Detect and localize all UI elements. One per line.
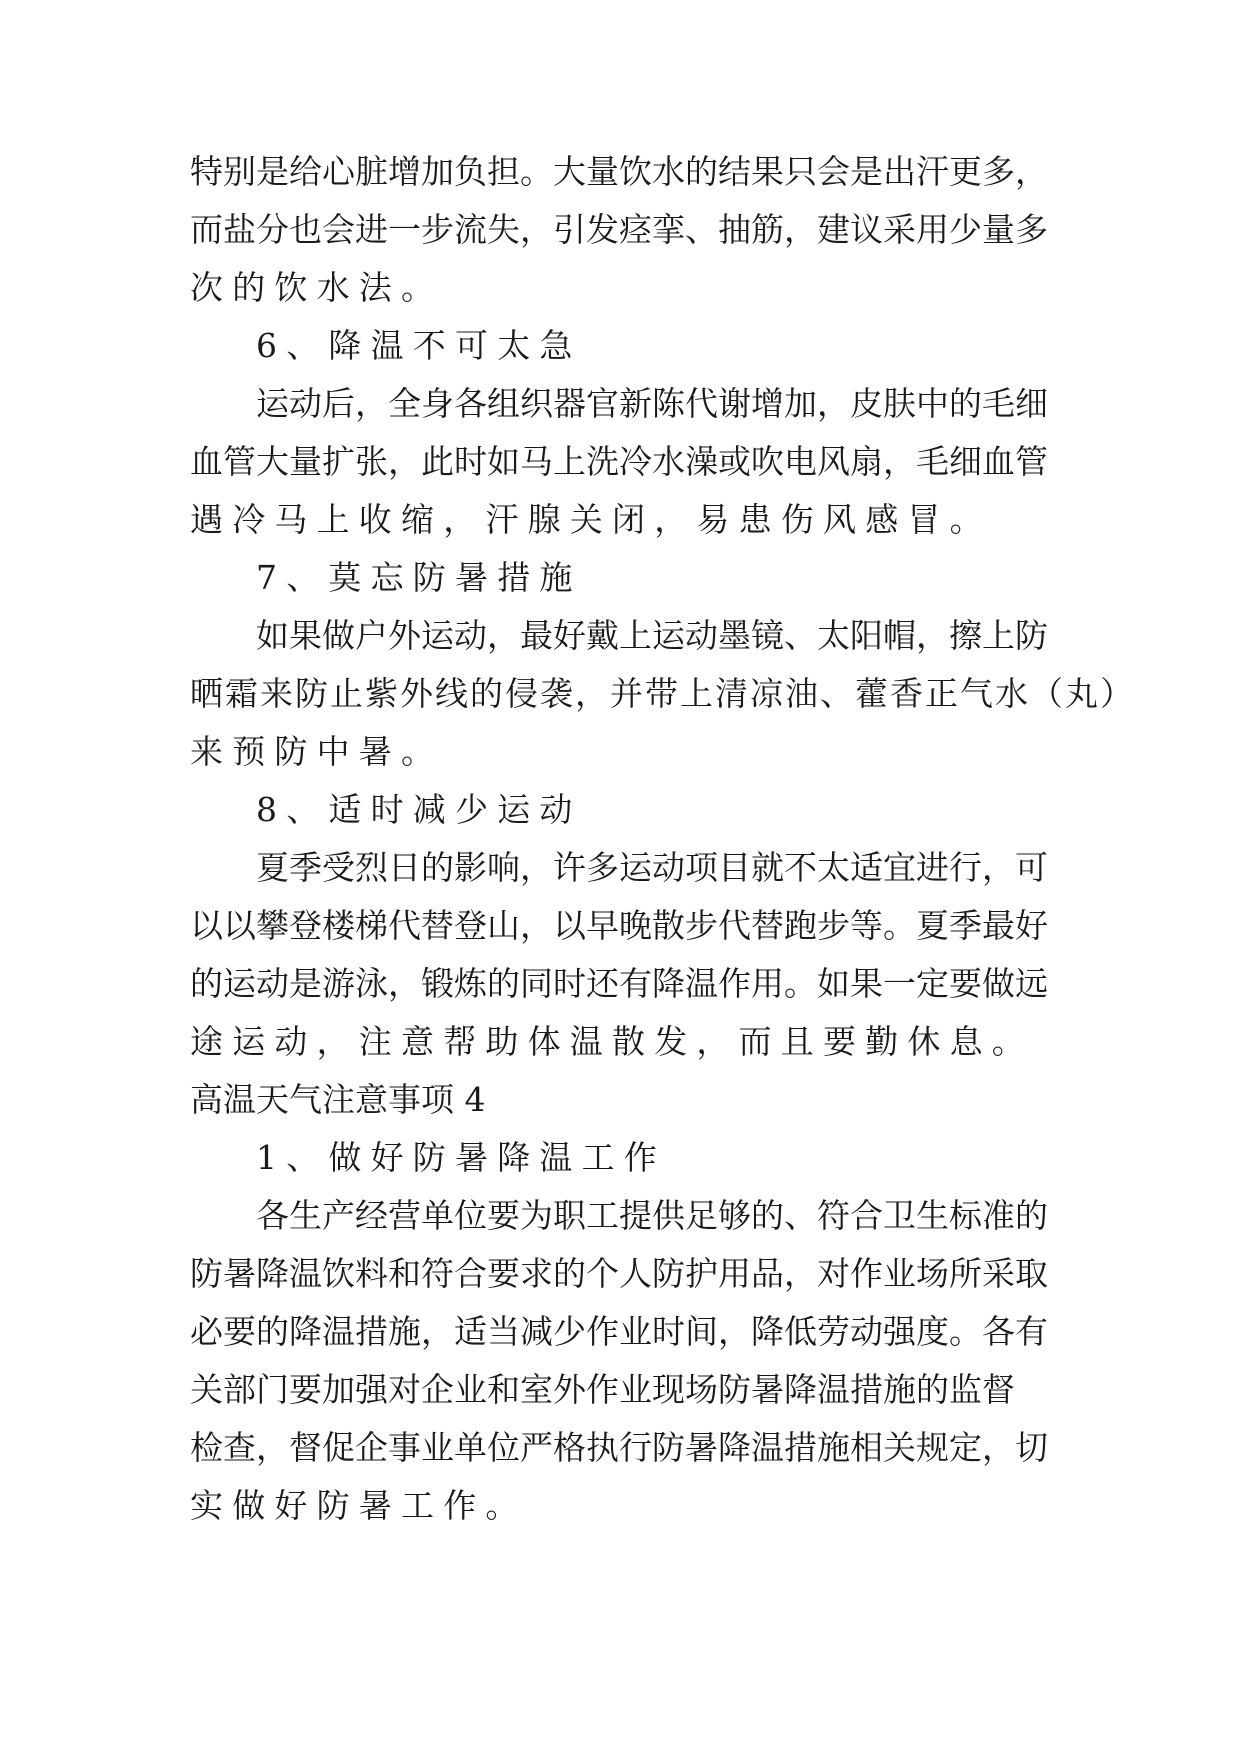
body-text-line: 特别是给心脏增加负担。大量饮水的结果只会是出汗更多， [190, 152, 1048, 191]
body-text-line: 次的饮水法。 [190, 268, 444, 307]
body-text-line: 防暑降温饮料和符合要求的个人防护用品，对作业场所采取 [190, 1254, 1048, 1293]
body-text-line: 各生产经营单位要为职工提供足够的、符合卫生标准的 [256, 1196, 1048, 1235]
body-text-line: 来预防中暑。 [190, 732, 444, 771]
section-heading: 8、适时减少运动 [256, 790, 582, 829]
body-text-line: 必要的降温措施，适当减少作业时间，降低劳动强度。各有 [190, 1312, 1048, 1351]
section-heading: 1、做好防暑降温工作 [256, 1138, 666, 1177]
body-text-line: 而盐分也会进一步流失，引发痉挛、抽筋，建议采用少量多 [190, 210, 1048, 249]
body-text-line: 晒霜来防止紫外线的侵袭，并带上清凉油、藿香正气水（丸） [190, 674, 1135, 713]
body-text-line: 实做好防暑工作。 [190, 1486, 528, 1525]
body-text-line: 运动后，全身各组织器官新陈代谢增加，皮肤中的毛细 [256, 384, 1048, 423]
body-text-line: 如果做户外运动，最好戴上运动墨镜、太阳帽，擦上防 [256, 616, 1048, 655]
body-text-line: 以以攀登楼梯代替登山，以早晚散步代替跑步等。夏季最好 [190, 906, 1048, 945]
section-heading: 6、降温不可太急 [256, 326, 582, 365]
body-text-line: 关部门要加强对企业和室外作业现场防暑降温措施的监督 [190, 1370, 1015, 1409]
body-text-line: 遇冷马上收缩，汗腺关闭，易患伤风感冒。 [190, 500, 992, 539]
body-text-line: 夏季受烈日的影响，许多运动项目就不太适宜进行，可 [256, 848, 1048, 887]
body-text-line: 途运动，注意帮助体温散发，而且要勤休息。 [190, 1022, 1034, 1061]
body-text-line: 检查，督促企事业单位严格执行防暑降温措施相关规定，切 [190, 1428, 1048, 1467]
body-text-line: 的运动是游泳，锻炼的同时还有降温作用。如果一定要做远 [190, 964, 1048, 1003]
document-heading: 高温天气注意事项 4 [190, 1080, 486, 1119]
section-heading: 7、莫忘防暑措施 [256, 558, 582, 597]
body-text-line: 血管大量扩张，此时如马上洗冷水澡或吹电风扇，毛细血管 [190, 442, 1048, 481]
